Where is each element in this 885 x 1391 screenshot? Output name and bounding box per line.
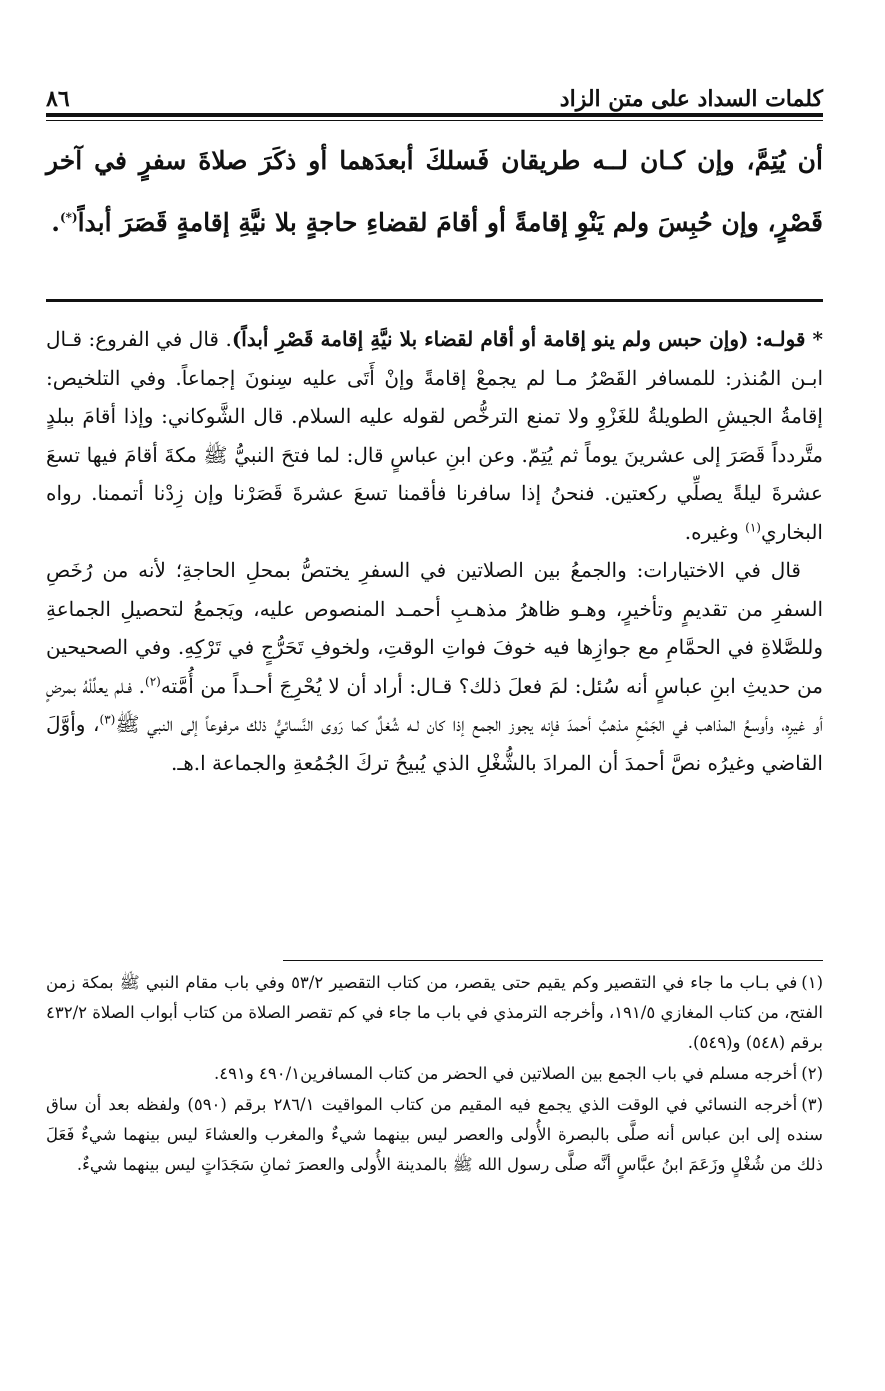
header-rule-thin <box>46 120 823 121</box>
page-number: ٨٦ <box>46 86 70 112</box>
footnote-3 <box>46 1090 823 1180</box>
footnote-text: أخرجه مسلم في باب الجمع بين الصلاتين في الحضر من كتاب المسافرين٤٩٠/١ و٤٩١. <box>213 1064 798 1083</box>
commentary-paragraph-1 <box>46 320 823 551</box>
commentary-lead: * قولـه: <box>748 327 823 351</box>
footnote-marker: (٢) <box>801 1064 823 1083</box>
page-header <box>46 72 823 112</box>
header-rule-thick <box>46 113 823 117</box>
main-text-line-1: أن يُتِمَّ، وإن كـان لــه طريقان فَسلكَ أبعدَهما أو ذكَرَ صلاةَ سفرٍ في آخر قَصْرٍ، <box>46 146 823 237</box>
main-separator <box>46 299 823 302</box>
footnote-marker: (١) <box>801 973 823 992</box>
commentary-marker: (*) <box>59 210 78 225</box>
footnote-marker: (٣) <box>801 1095 823 1114</box>
footnote-text: في بـاب ما جاء في التقصير وكم يقيم حتى يقصر، من كتاب التقصير ٥٣/٢ وفي باب مقام النبي ﷺ بمكة زمن الفتح، من كتاب المغازي ١٩١/٥، وأخرجه الترمذي في باب ما جاء في كم تقصر الصلاة من كتاب أبواب الصلاة ٤٣٢/٢ برقم (٥٤٨) و(٥٤٩). <box>46 973 823 1052</box>
footnote-ref-3: (٣) <box>99 712 116 727</box>
running-title: كلمات السداد على متن الزاد <box>559 86 823 112</box>
footnote-ref-1: (١) <box>745 519 761 534</box>
footnote-1 <box>46 968 823 1058</box>
footnote-2 <box>46 1059 823 1089</box>
footnote-separator <box>283 960 823 961</box>
commentary-text: . فـلم يعلِّلْهُ بمرضٍ أو غيرِه، وأوسعُ المذاهب في الجَمْعِ مذهبُ أحمدَ فإنه يجوز الجمع إذا كان لـه شُغلٌ كما رَوى النَّسائيُّ ذلك مرفوعاً إلى النبي ﷺ <box>46 673 823 736</box>
commentary-text: قال في الاختيارات: والجمعُ بين الصلاتين في السفرِ يختصُّ بمحلِ الحاجةِ؛ لأنه من رُخَصِ السفرِ من تقديمٍ وتأخيرٍ، وهـو ظاهرُ مذهـبِ أحمـد المنصوص عليه، ويَجمعُ لتحصيلِ الجماعةِ وللصَّلاةِ في الحمَّامِ مع جوازِها فيه خوفَ فواتِ الوقتِ، ولخوفِ تَحَرُّجٍ في تَرْكِهِ. وفي الصحيحين من حديثِ ابنِ عباسٍ أنه سُئل: لمَ فعلَ ذلك؟ قـال: أراد أن لا يُحْرِجَ أحـداً من أُمَّته <box>46 558 823 698</box>
footnote-text: أخرجه النسائي في الوقت الذي يجمع فيه المقيم من كتاب المواقيت ٢٨٦/١ برقم (٥٩٠) ولفظه بعد أن ساق سنده إلى ابن عباس أنه صلَّى بالبصرة الأُولى والعصر ليس بينهما شيءٌ والمغرب والعشاءَ ليس بينهما شيءٌ فَعَلَ ذلك من شُغْلٍ وزَعَمَ ابنُ عبَّاسٍ أنَّه صلَّى رسول الله ﷺ بالمدينة الأُولى والعصرَ ثمانِ سَجَدَاتٍ ليس بينهما شيءٌ. <box>46 1095 823 1174</box>
main-text-end: . <box>51 208 60 237</box>
commentary-text-end: ، وأوَّلَ القاضي وغيرُه نصَّ أحمدَ أن المرادَ بالشُّغْلِ الذي يُبيحُ تركَ الجُمُعةِ والجماعة ا.هـ. <box>46 712 823 775</box>
commentary-text: . قال في الفروع: قـال ابـن المُنذر: للمسافر القَصْرُ مـا لم يجمعْ إقامةً وإنْ أَتَى عليه سِنونَ إجماعاً. وفي التلخيص: إقامةُ الجيشِ الطويلةُ للغَزْوِ ولا تمنع الترخُّص لقوله عليه السلام. قال الشَّوكاني: وإذا أقامَ ببلدٍ متَّردداً قَصَرَ إلى عشرينَ يوماً ثم يُتِمّ. وعن ابنِ عباسٍ قال: لما فتحَ النبيُّ ﷺ مكةَ أقامَ فيها تسعَ عشرةَ ليلةً يصلِّي ركعتين. فنحنُ إذا سافرنا فأقمنا تسعَ عشرةَ قَصَرْنا وإن زِدْنا أتممنا. رواه البخاري <box>46 327 823 544</box>
footnote-ref-2: (٢) <box>145 673 161 688</box>
commentary <box>46 320 823 782</box>
footnotes <box>46 968 823 1181</box>
commentary-text-end: وغيره. <box>684 519 746 544</box>
main-text <box>46 130 823 254</box>
commentary-paragraph-2 <box>46 551 823 782</box>
commentary-quote: (وإن حبس ولم ينو إقامة أو أقام لقضاء بلا نيَّةِ إقامة قَصْرِ أبداً) <box>231 327 749 351</box>
main-text-line-2: وإن حُبِسَ ولم يَنْوِ إقامةً أو أقامَ لقضاءِ حاجةٍ بلا نيَّةِ إقامةٍ قَصَرَ أبداً <box>77 208 759 237</box>
